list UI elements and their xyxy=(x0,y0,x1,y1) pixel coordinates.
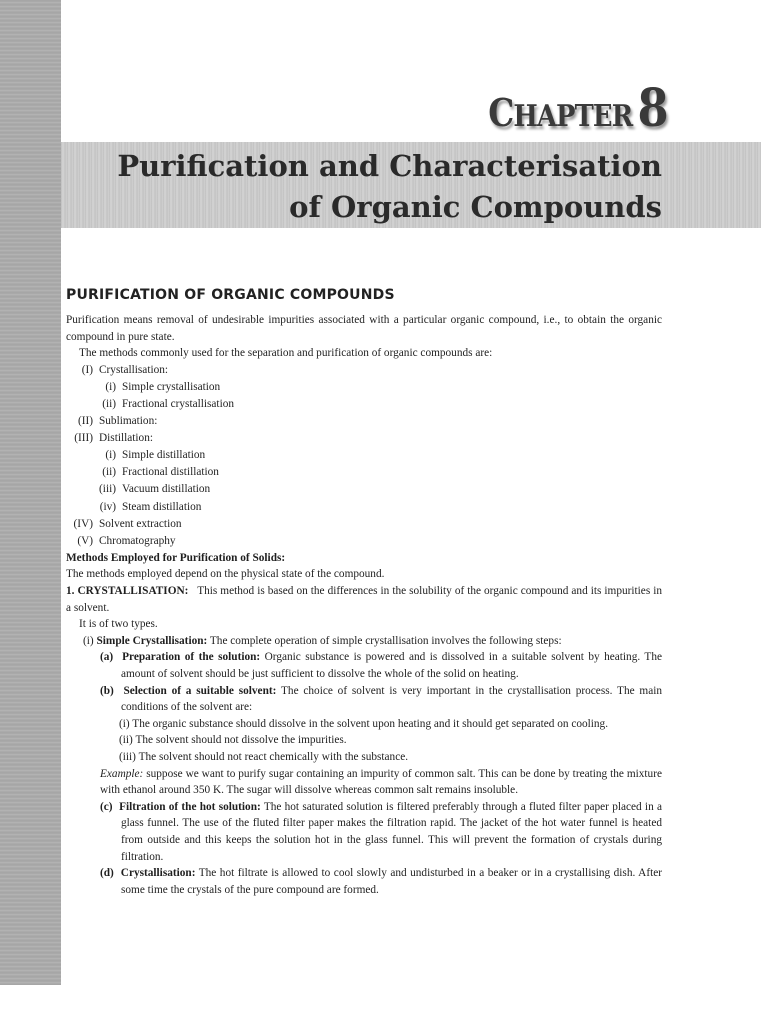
chapter-heading xyxy=(488,78,668,139)
chapter-number: 8 xyxy=(637,78,668,139)
method-item xyxy=(66,413,662,430)
decorative-left-strip xyxy=(0,0,61,985)
method-number: (i) xyxy=(105,380,116,393)
condition-num: (iii) xyxy=(119,750,136,763)
chapter-title-line2: of Organic Compounds xyxy=(289,190,662,224)
simple-text: The complete operation of simple crystallisation involves the following steps: xyxy=(209,634,562,647)
condition-text: The solvent should not react chemically with the substance. xyxy=(138,750,409,763)
method-label: Simple distillation xyxy=(122,449,206,462)
step-label: Filtration of the hot solution: xyxy=(119,800,261,813)
method-subitem xyxy=(66,499,662,516)
crystallisation-paragraph xyxy=(66,583,662,616)
example-text: suppose we want to purify sugar containing an impurity of common salt. This can be done by treating the mixture with ethanol around 350 K. The sugar will dissolve whereas common salt remains insoluble. xyxy=(100,767,662,797)
chapter-word-rest: HAPTER xyxy=(513,99,633,134)
method-label: Fractional distillation xyxy=(122,466,219,479)
step-c xyxy=(66,799,662,865)
solids-heading: Methods Employed for Purification of Solids: xyxy=(66,551,286,564)
step-num: (a) xyxy=(100,651,114,664)
condition-num: (ii) xyxy=(119,734,133,747)
method-number: (iii) xyxy=(99,483,116,496)
step-b xyxy=(66,683,662,716)
method-subitem xyxy=(66,481,662,498)
example-label: Example: xyxy=(100,767,144,780)
step-num: (b) xyxy=(100,684,114,697)
condition-text: The organic substance should dissolve in the solvent upon heating and it should get separated on cooling. xyxy=(132,717,609,730)
method-label: Fractional crystallisation xyxy=(122,397,234,410)
method-item xyxy=(66,516,662,533)
simple-num: (i) xyxy=(83,634,94,647)
condition-num: (i) xyxy=(119,717,130,730)
method-item xyxy=(66,430,662,447)
method-label: Crystallisation: xyxy=(99,363,169,376)
method-number: (V) xyxy=(77,534,93,547)
step-num: (d) xyxy=(100,867,114,880)
condition-item xyxy=(66,716,662,733)
types-text: It is of two types. xyxy=(79,618,158,631)
method-label: Distillation: xyxy=(99,432,153,445)
method-label: Solvent extraction xyxy=(99,517,182,530)
condition-text: The solvent should not dissolve the impurities. xyxy=(135,734,347,747)
intro-paragraph: Purification means removal of undesirable impurities associated with a particular organic compound, i.e., to obtain the organic compound in pure state. xyxy=(66,314,662,343)
methods-intro: The methods commonly used for the separation and purification of organic compounds are: xyxy=(79,347,493,360)
step-d xyxy=(66,865,662,898)
method-subitem xyxy=(66,464,662,481)
method-label: Sublimation: xyxy=(99,415,158,428)
step-num: (c) xyxy=(100,800,113,813)
method-number: (i) xyxy=(105,449,116,462)
step-label: Selection of a suitable solvent: xyxy=(123,684,277,697)
method-label: Steam distillation xyxy=(122,500,202,513)
method-number: (II) xyxy=(77,415,93,428)
step-a xyxy=(66,649,662,682)
method-number: (I) xyxy=(81,363,93,376)
method-label: Simple crystallisation xyxy=(122,380,221,393)
method-item xyxy=(66,533,662,550)
method-number: (ii) xyxy=(102,397,116,410)
step-label: Crystallisation: xyxy=(120,867,196,880)
method-number: (iv) xyxy=(99,500,116,513)
method-number: (III) xyxy=(74,432,93,445)
step-label: Preparation of the solution: xyxy=(122,651,261,664)
methods-list xyxy=(66,362,662,550)
method-number: (ii) xyxy=(102,466,116,479)
simple-label: Simple Crystallisation: xyxy=(96,634,208,647)
condition-item xyxy=(66,749,662,766)
method-subitem xyxy=(66,379,662,396)
step-text: The choice of solvent is very important in the crystallisation process. The main conditions of the solvent are: xyxy=(121,684,663,714)
page-body xyxy=(66,312,662,898)
condition-item xyxy=(66,732,662,749)
method-number: (IV) xyxy=(73,517,93,530)
simple-crystallisation xyxy=(66,633,662,650)
method-subitem xyxy=(66,396,662,413)
step-text: Organic substance is powered and is dissolved in a suitable solvent by heating. The amount of solvent should be just sufficient to dissolve the whole of the solid on heating. xyxy=(121,651,662,680)
solids-text: The methods employed depend on the physical state of the compound. xyxy=(66,568,385,581)
crystallisation-label: 1. CRYSTALLISATION: xyxy=(66,585,189,597)
chapter-word-initial: C xyxy=(488,90,514,135)
method-item xyxy=(66,362,662,379)
method-subitem xyxy=(66,447,662,464)
step-text: The hot filtrate is allowed to cool slowly and undisturbed in a beaker or in a crystallising dish. After some time the crystals of the pure compound are formed. xyxy=(121,867,662,896)
method-label: Vacuum distillation xyxy=(122,483,211,496)
method-label: Chromatography xyxy=(99,534,176,547)
section-heading: PURIFICATION OF ORGANIC COMPOUNDS xyxy=(66,287,395,303)
chapter-title-line1: Purification and Characterisation xyxy=(117,149,662,183)
example-paragraph xyxy=(66,766,662,799)
crystallisation-text: This method is based on the differences in the solubility of the organic compound and its impurities in a solvent. xyxy=(66,585,662,614)
step-text: The hot saturated solution is filtered preferably through a fluted filter paper placed in a glass funnel. The use of the fluted filter paper makes the filtration rapid. The jacket of the hot water funnel is heated from outside and this keeps the solution hot in the glass funnel. This will prevent the formation of crystals during filtration. xyxy=(121,800,662,863)
